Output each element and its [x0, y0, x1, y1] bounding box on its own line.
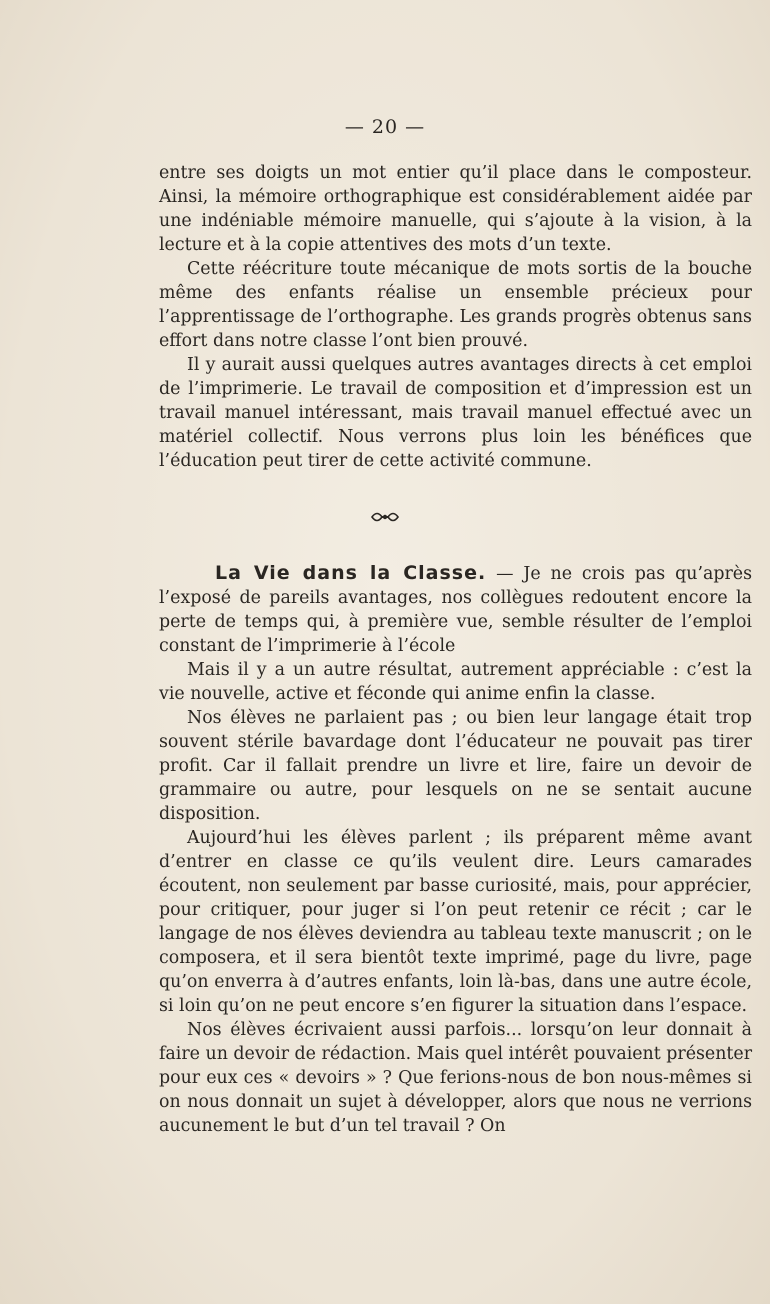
fleuron-icon — [0, 505, 770, 529]
first-section — [159, 161, 752, 473]
section-intro-paragraph — [159, 561, 752, 658]
section-heading: La Vie dans la Classe. — [215, 562, 487, 584]
section-heading-continuation: — Je ne crois pas qu’après l’exposé de pareils avantages, nos collègues redoutent encore la perte de temps qui, à première vue, semble résulter de l’emploi constant de l’imprimerie à l’école — [159, 564, 753, 656]
second-section — [159, 561, 752, 1138]
paragraph: Nos élèves ne parlaient pas ; ou bien leur langage était trop souvent stérile bavardage dont l’éducateur ne pouvait pas tirer profit. Car il fallait prendre un livre et lire, faire un devoir de grammaire ou autre, pour lesquels on ne se sentait aucune disposition. — [159, 708, 752, 824]
paragraph: Aujourd’hui les élèves parlent ; ils préparent même avant d’entrer en classe ce qu’ils veulent dire. Leurs camarades écoutent, non seulement par basse curiosité, mais, pour apprécier, pour critiquer, pour juger si l’on peut retenir ce récit ; car le langage de nos élèves deviendra au tableau texte manuscrit ; on le composera, et il sera bientôt texte imprimé, page du livre, page qu’on enverra à d’autres enfants, loin là-bas, dans une autre école, si loin qu’on ne peut encore s’en figurer la situation dans l’espace. — [159, 828, 752, 1016]
paragraph: Il y aurait aussi quelques autres avantages directs à cet emploi de l’imprimerie. Le travail de composition et d’impression est un travail manuel intéressant, mais travail manuel effectué avec un matériel collectif. Nous verrons plus loin les bénéfices que l’éducation peut tirer de cette activité commune. — [159, 355, 752, 471]
page-number: — 20 — — [344, 116, 426, 138]
paragraph: Nos élèves écrivaient aussi parfois... lorsqu’on leur donnait à faire un devoir de rédaction. Mais quel intérêt pouvaient présenter pour eux ces « devoirs » ? Que ferions-nous de bon nous-mêmes si on nous donnait un sujet à développer, alors que nous ne verrions aucunement le but d’un tel travail ? On — [159, 1020, 753, 1136]
paragraph: Mais il y a un autre résultat, autrement appréciable : c’est la vie nouvelle, active et féconde qui anime enfin la classe. — [159, 660, 752, 704]
paragraph: Cette réécriture toute mécanique de mots sortis de la bouche même des enfants réalise un ensemble précieux pour l’apprentissage de l’orthographe. Les grands progrès obtenus sans effort dans notre classe l’ont bien prouvé. — [159, 259, 752, 351]
paragraph: entre ses doigts un mot entier qu’il place dans le composteur. Ainsi, la mémoire orthographique est considérablement aidée par une indéniable mémoire manuelle, qui s’ajoute à la vision, à la lecture et à la copie attentives des mots d’un texte. — [159, 163, 752, 255]
